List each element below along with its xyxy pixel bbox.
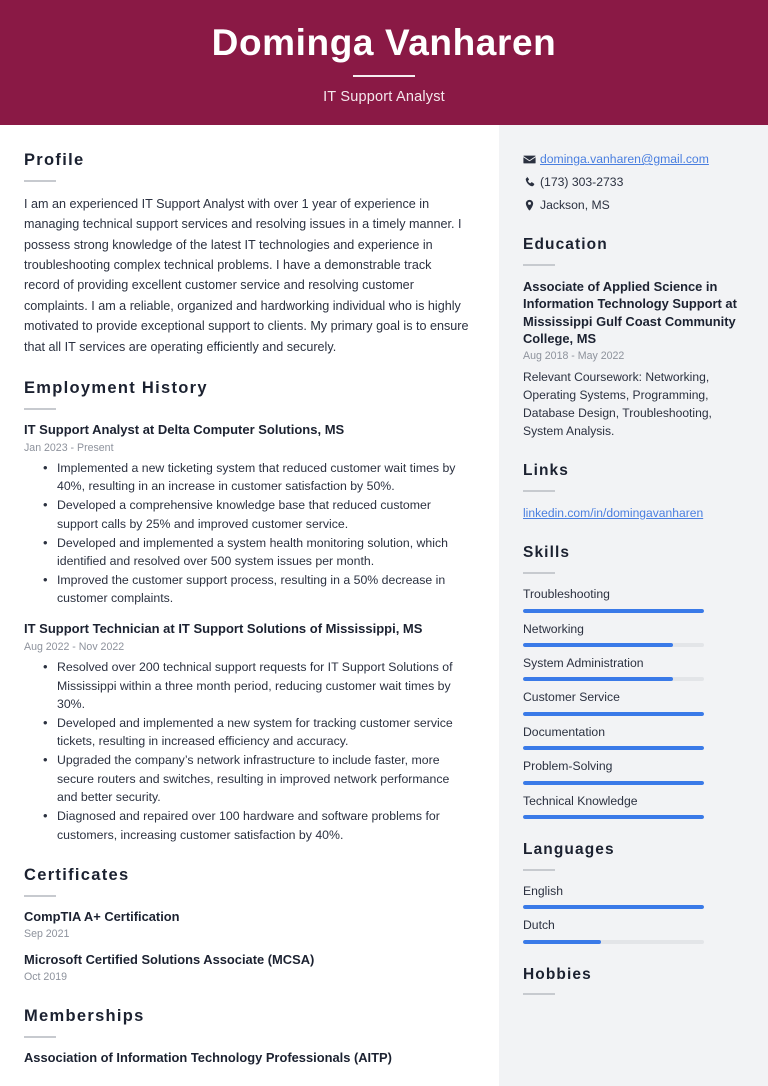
contact-row-location <box>523 197 744 214</box>
certificate-date: Sep 2021 <box>24 927 70 940</box>
language-bar-fill <box>523 940 601 944</box>
job-dates: Aug 2022 - Nov 2022 <box>24 640 125 653</box>
job-bullets <box>24 658 469 844</box>
education-description: Relevant Coursework: Networking, Operating Systems, Programming, Database Design, Troubleshooting, System Analysis. <box>523 369 712 439</box>
job-bullet: • Developed a comprehensive knowledge base that reduced customer support calls by 25% and improved customer service. <box>55 496 469 533</box>
skill-item <box>523 655 744 681</box>
skill-item <box>523 724 744 750</box>
section-rule <box>24 895 56 897</box>
skill-bar-track <box>523 712 704 716</box>
certificate-entry <box>24 952 469 985</box>
job-bullet: • Resolved over 200 technical support requests for IT Support Solutions of Mississippi within a three month period, reducing customer wait times by 30%. <box>55 658 469 713</box>
skill-item <box>523 793 744 819</box>
sidebar-column <box>499 125 768 1086</box>
contact-email[interactable]: dominga.vanharen@gmail.com <box>540 152 709 166</box>
certificate-entry <box>24 909 469 942</box>
skill-item <box>523 689 744 715</box>
skill-bar-track <box>523 677 704 681</box>
skill-bar-track <box>523 609 704 613</box>
memberships-section <box>24 1007 469 1067</box>
contact-row-email <box>523 151 744 168</box>
employment-section <box>24 379 469 844</box>
skill-label: Problem-Solving <box>523 759 613 774</box>
language-label: Dutch <box>523 918 555 933</box>
skill-bar-fill <box>523 746 704 750</box>
memberships-heading: Memberships <box>24 1006 145 1025</box>
language-bar-track <box>523 940 704 944</box>
skill-bar-track <box>523 746 704 750</box>
job-bullet: • Upgraded the company’s network infrastructure to include faster, more secure routers and switches, resulting in improved network performance and better security. <box>55 751 469 806</box>
skill-label: Networking <box>523 621 584 636</box>
skill-item <box>523 621 744 647</box>
languages-heading: Languages <box>523 841 615 859</box>
job-bullet: • Developed and implemented a system health monitoring solution, which identified and resolved over 500 system issues per month. <box>55 534 469 571</box>
hobbies-section <box>523 966 744 996</box>
section-rule <box>24 180 56 182</box>
phone-icon <box>523 176 540 189</box>
section-rule <box>24 1036 56 1038</box>
skill-label: Documentation <box>523 724 605 739</box>
main-column <box>0 125 499 1086</box>
job-title: IT Support Analyst at Delta Computer Solutions, MS <box>24 421 345 437</box>
links-section <box>523 462 744 522</box>
profile-section <box>24 151 469 357</box>
profile-text: I am an experienced IT Support Analyst with over 1 year of experience in managing technical support services and resolving issues in a timely manner. I possess strong knowledge of the latest IT technologies and experience in troubleshooting complex technical problems. I have a demonstrable track record of providing excellent customer service and resolving customer complaints. I am a reliable, organized and hardworking individual who is highly motivated to provide exceptional support to clients. My primary goal is to ensure that all IT services are operating efficiently and securely. <box>24 196 469 354</box>
job-bullet: • Diagnosed and repaired over 100 hardware and software problems for customers, increasing customer satisfaction by 40%. <box>55 807 469 844</box>
language-item <box>523 917 744 943</box>
skill-bar-fill <box>523 643 673 647</box>
education-section <box>523 236 744 440</box>
link-linkedin[interactable]: linkedin.com/in/domingavanharen <box>523 505 704 520</box>
employment-heading: Employment History <box>24 378 208 397</box>
employment-entry <box>24 621 469 844</box>
skill-bar-track <box>523 643 704 647</box>
job-dates: Jan 2023 - Present <box>24 441 114 454</box>
hobbies-heading: Hobbies <box>523 965 592 983</box>
candidate-job-title: IT Support Analyst <box>323 89 445 106</box>
certificates-heading: Certificates <box>24 865 130 884</box>
section-rule <box>523 490 555 492</box>
language-label: English <box>523 883 563 898</box>
profile-heading: Profile <box>24 151 85 169</box>
skill-bar-fill <box>523 815 704 819</box>
location-pin-icon <box>523 199 540 212</box>
header-divider <box>353 75 415 77</box>
education-degree: Associate of Applied Science in Information Technology Support at Mississippi Gulf Coast Community College, MS <box>523 278 737 347</box>
languages-section <box>523 841 744 944</box>
skill-bar-track <box>523 781 704 785</box>
job-bullet: • Developed and implemented a new system for tracking customer service tickets, resulting in increased efficiency and accuracy. <box>55 714 469 751</box>
job-bullets <box>24 459 469 608</box>
links-heading: Links <box>523 462 569 480</box>
job-bullet: • Improved the customer support process, resulting in a 50% decrease in customer complaints. <box>55 571 469 608</box>
skill-label: Customer Service <box>523 690 620 705</box>
membership-entry <box>24 1050 469 1067</box>
certificate-date: Oct 2019 <box>24 971 67 984</box>
resume-header-banner <box>0 0 768 125</box>
contact-phone: (173) 303-2733 <box>540 175 624 190</box>
skill-label: Technical Knowledge <box>523 793 638 808</box>
membership-title: Association of Information Technology Professionals (AITP) <box>24 1049 392 1065</box>
section-rule <box>523 869 555 871</box>
education-dates: Aug 2018 - May 2022 <box>523 350 625 363</box>
resume-body <box>0 125 768 1086</box>
skill-bar-fill <box>523 609 704 613</box>
skills-section <box>523 544 744 819</box>
skill-bar-fill <box>523 712 704 716</box>
contact-list <box>523 151 744 214</box>
job-bullet: • Implemented a new ticketing system that reduced customer wait times by 40%, resulting in an increase in customer satisfaction by 50%. <box>55 459 469 496</box>
skill-item <box>523 586 744 612</box>
language-bar-track <box>523 905 704 909</box>
employment-entry <box>24 422 469 608</box>
job-title: IT Support Technician at IT Support Solutions of Mississippi, MS <box>24 620 423 636</box>
skill-bar-fill <box>523 677 673 681</box>
skill-bar-track <box>523 815 704 819</box>
skill-label: System Administration <box>523 656 644 670</box>
candidate-name: Dominga Vanharen <box>211 21 557 63</box>
envelope-icon <box>523 153 540 166</box>
section-rule <box>24 408 56 410</box>
contact-row-phone <box>523 174 744 191</box>
certificates-section <box>24 866 469 985</box>
contact-location: Jackson, MS <box>540 198 610 213</box>
section-rule <box>523 264 555 266</box>
language-bar-fill <box>523 905 704 909</box>
certificate-title: CompTIA A+ Certification <box>24 908 180 924</box>
skill-bar-fill <box>523 781 704 785</box>
skill-label: Troubleshooting <box>523 587 610 602</box>
skills-heading: Skills <box>523 544 571 562</box>
section-rule <box>523 993 555 995</box>
skill-item <box>523 758 744 784</box>
certificate-title: Microsoft Certified Solutions Associate (MCSA) <box>24 952 315 968</box>
education-heading: Education <box>523 236 608 254</box>
language-item <box>523 883 744 909</box>
section-rule <box>523 572 555 574</box>
